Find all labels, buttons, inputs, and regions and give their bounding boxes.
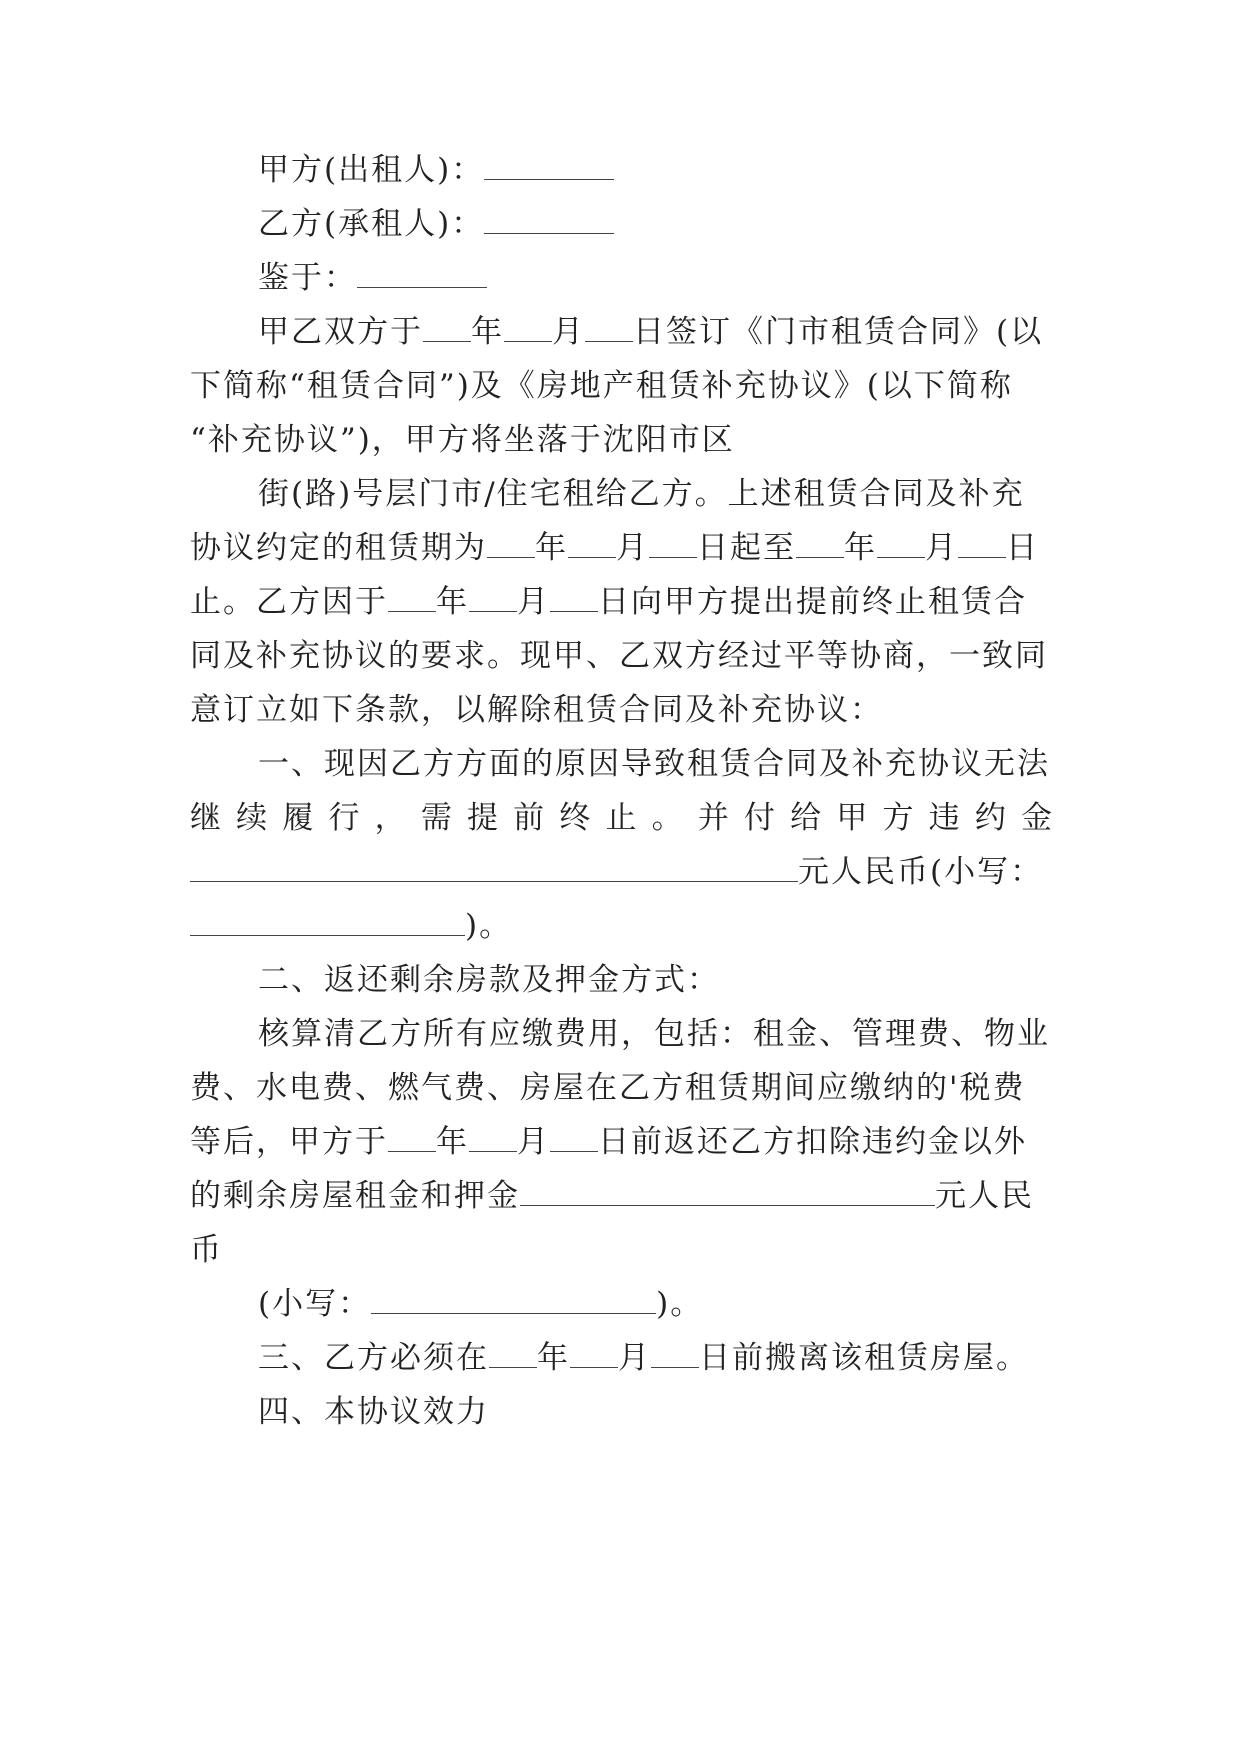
clause2-line5: 币 xyxy=(190,1232,223,1268)
clause2-line3: 等后，甲方于 年 月 日前返还乙方扣除违约金以外 xyxy=(190,1124,1027,1160)
refund-amount-blank xyxy=(520,1179,935,1206)
clause4-title: 四、本协议效力 xyxy=(258,1394,489,1430)
para1-line2: 下简称“租赁合同”)及《房地产租赁补充协议》(以下简称 xyxy=(190,368,1013,404)
clause2-line2: 费、水电费、燃气费、房屋在乙方租赁期间应缴纳的'税费 xyxy=(190,1070,1026,1106)
penalty-lowercase-blank xyxy=(190,909,465,936)
para2-line1: 街(路)号层门市/住宅租给乙方。上述租赁合同及补充 xyxy=(258,476,1025,512)
clause2-line4: 的剩余房屋租金和押金 元人民 xyxy=(190,1178,1034,1214)
whereas-line: 鉴于： xyxy=(258,258,487,298)
party-b-line: 乙方(承租人)： xyxy=(258,204,614,244)
clause3-line: 三、乙方必须在 年 月 日前搬离该租赁房屋。 xyxy=(258,1340,1029,1376)
clause2-line6: (小写： )。 xyxy=(258,1286,704,1322)
party-a-blank xyxy=(484,153,614,180)
para2-line4: 同及补充协议的要求。现甲、乙双方经过平等协商，一致同 xyxy=(190,638,1048,674)
clause1-line3: 元人民币(小写： xyxy=(190,852,1043,892)
clause1-line4: )。 xyxy=(190,906,512,946)
refund-lowercase-blank xyxy=(371,1287,656,1314)
clause2-line1: 核算清乙方所有应缴费用，包括：租金、管理费、物业 xyxy=(258,1016,1050,1052)
whereas-blank xyxy=(357,261,487,288)
para2-line5: 意订立如下条款，以解除租赁合同及补充协议： xyxy=(190,692,883,728)
party-a-line: 甲方(出租人)： xyxy=(258,150,614,190)
para1-line1: 甲乙双方于 年 月 日签订《门市租赁合同》(以 xyxy=(258,314,1044,350)
para1-line3: “补充协议”)，甲方将坐落于沈阳市区 xyxy=(190,422,735,458)
para2-line3: 止。乙方因于 年 月 日向甲方提出提前终止租赁合 xyxy=(190,584,1027,620)
penalty-amount-blank xyxy=(190,855,798,882)
clause2-title: 二、返还剩余房款及押金方式： xyxy=(258,962,720,998)
clause1-line1: 一、现因乙方方面的原因导致租赁合同及补充协议无法 xyxy=(258,746,1050,782)
para2-line2: 协议约定的租赁期为 年 月 日起至 年 月 日 xyxy=(190,530,1039,566)
party-b-blank xyxy=(484,207,614,234)
clause1-line2: 继续履行，需提前终止。并付给甲方违约金 xyxy=(190,800,1054,836)
